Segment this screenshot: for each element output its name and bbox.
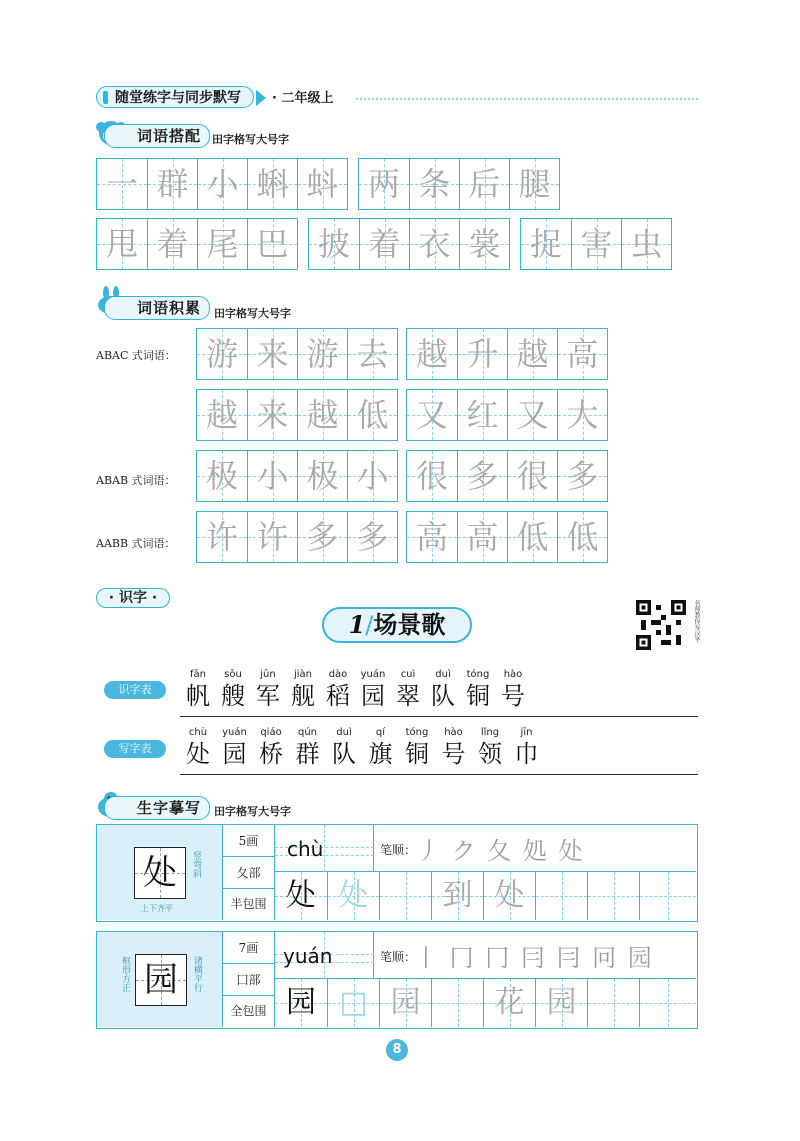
lesson-title [322, 607, 472, 643]
char-pinyin: fān [190, 669, 206, 680]
practice-char: □ [339, 985, 368, 1020]
grid-char: 巴 [256, 225, 289, 263]
grid-char: 越 [205, 396, 238, 434]
write-char [215, 726, 255, 768]
header-title: 随堂练字与同步默写 [115, 90, 241, 106]
copy-practice-subtitle: 田字格写大号字 [214, 805, 291, 818]
grid-char: 尾 [206, 225, 239, 263]
recognize-char [458, 668, 498, 710]
char-pinyin: hào [444, 727, 463, 738]
write-char [470, 726, 510, 768]
practice-card-2-info [223, 932, 275, 1027]
grid-cell[interactable] [521, 219, 571, 269]
write-char [434, 726, 474, 768]
write-char [324, 726, 364, 768]
practice-card-2-radical: 囗部 [223, 964, 274, 996]
word-match-subtitle: 田字格写大号字 [212, 133, 289, 146]
grid-cell[interactable] [557, 451, 607, 501]
practice-card-2-strokes: 7画 [223, 932, 274, 964]
grid-char: 高 [566, 335, 599, 373]
practice-cell[interactable] [275, 979, 327, 1027]
char-pinyin: duì [435, 669, 451, 680]
grid-cell[interactable] [407, 390, 457, 440]
practice-card-1-structure: 半包围 [230, 897, 267, 911]
practice-cell[interactable] [535, 979, 587, 1027]
grid-char: 小 [206, 165, 239, 203]
accum-row-4-left [196, 511, 398, 563]
practice-card-1-stroke-order [374, 825, 696, 872]
practice-cell[interactable] [275, 872, 327, 920]
grid-char: 游 [306, 335, 339, 373]
char-hanzi: 号 [441, 740, 466, 768]
char-hanzi: 队 [332, 740, 356, 768]
grid-cell[interactable] [407, 512, 457, 562]
grid-cell[interactable] [97, 159, 147, 209]
grid-cell[interactable] [507, 512, 557, 562]
grid-cell[interactable] [247, 159, 297, 209]
practice-cell[interactable] [639, 872, 696, 920]
grid-cell[interactable] [247, 451, 297, 501]
grid-cell[interactable] [457, 451, 507, 501]
grid-char: 来 [256, 335, 289, 373]
practice-row [275, 979, 696, 1027]
practice-card-1-stroke-label: 笔顺： [380, 843, 417, 857]
grid-char: 低 [516, 518, 549, 556]
practice-card-2-pinyin-box [275, 932, 374, 979]
grid-cell[interactable] [247, 390, 297, 440]
accum-row-1-right [406, 328, 608, 380]
grid-char: 小 [256, 457, 289, 495]
char-pinyin: tóng [466, 669, 490, 680]
grid-cell[interactable] [621, 219, 671, 269]
char-hanzi: 舰 [291, 682, 315, 710]
grid-char: 害 [580, 225, 613, 263]
page-number: 8 [386, 1039, 408, 1061]
practice-row [275, 872, 696, 920]
practice-card-1-char-area [97, 825, 223, 920]
qr-code-icon[interactable] [636, 600, 686, 650]
practice-card-2-note-v2: 框形方正 [120, 956, 130, 992]
char-pinyin: lǐng [480, 727, 500, 738]
grid-char: 披 [317, 225, 350, 263]
practice-cell[interactable] [327, 872, 379, 920]
grid-char: 群 [156, 165, 189, 203]
practice-card-2-char: 园 [144, 960, 178, 1000]
practice-card-2-structure: 全包围 [230, 1004, 267, 1018]
practice-cell[interactable] [379, 872, 431, 920]
recognize-char [213, 668, 253, 710]
grid-cell[interactable] [297, 451, 347, 501]
grid-cell[interactable] [457, 512, 507, 562]
practice-cell[interactable] [483, 979, 535, 1027]
grid-char: 越 [516, 335, 549, 373]
char-pinyin: sōu [224, 669, 242, 680]
practice-cell[interactable] [483, 872, 535, 920]
write-char [288, 726, 328, 768]
literacy-tag: · 识字 · [96, 588, 170, 608]
practice-cell[interactable] [431, 872, 483, 920]
grid-cell[interactable] [247, 329, 297, 379]
practice-card-2-pinyin: yuán [283, 944, 333, 968]
char-hanzi: 群 [295, 740, 320, 768]
practice-char: 园 [546, 985, 577, 1020]
word-group-5 [520, 218, 672, 270]
char-hanzi: 铜 [466, 682, 490, 710]
practice-char: 处 [286, 878, 316, 913]
grid-cell[interactable] [457, 329, 507, 379]
practice-char: 处 [338, 878, 369, 913]
grid-cell[interactable] [197, 329, 247, 379]
practice-cell[interactable] [535, 872, 587, 920]
recognize-char [178, 668, 218, 710]
qr-caption: 名师教你写汉字 [693, 600, 700, 642]
grid-char: 红 [466, 396, 499, 434]
grid-char: 裳 [468, 225, 501, 263]
grid-cell[interactable] [507, 329, 557, 379]
practice-card-2-char-area [97, 932, 223, 1027]
practice-char: 园 [286, 985, 316, 1020]
char-hanzi: 艘 [221, 682, 245, 710]
practice-char: 到 [442, 878, 473, 913]
grid-char: 条 [418, 165, 451, 203]
grid-char: 两 [367, 165, 400, 203]
practice-card-1-char: 处 [143, 853, 177, 893]
practice-card-1-info [223, 825, 275, 920]
grid-cell[interactable] [509, 159, 559, 209]
header-divider [356, 98, 698, 100]
char-hanzi: 铜 [405, 740, 429, 768]
grid-cell[interactable] [297, 159, 347, 209]
char-hanzi: 号 [501, 682, 525, 710]
char-hanzi: 帆 [186, 682, 210, 710]
grid-cell[interactable] [309, 219, 359, 269]
practice-card-1-big-grid [134, 847, 186, 899]
grid-char: 蝌 [256, 165, 289, 203]
char-hanzi: 翠 [396, 682, 420, 710]
grid-char: 很 [516, 457, 549, 495]
char-pinyin: tóng [405, 727, 429, 738]
grid-cell[interactable] [459, 219, 509, 269]
practice-card-2-note-v: 诸横平行 [192, 956, 202, 992]
char-hanzi: 园 [222, 740, 247, 768]
grid-char: 高 [466, 518, 499, 556]
char-hanzi: 处 [186, 740, 210, 768]
char-hanzi: 稻 [326, 682, 350, 710]
practice-card-2-grid [275, 979, 696, 1027]
grid-char: 蚪 [306, 165, 339, 203]
word-accum-subtitle: 田字格写大号字 [214, 307, 291, 320]
word-match-title-text: 词语搭配 [137, 127, 202, 145]
grid-char: 着 [368, 225, 401, 263]
accum-row-4-right [406, 511, 608, 563]
char-pinyin: qún [297, 727, 318, 738]
grid-cell[interactable] [297, 329, 347, 379]
grid-char: 极 [306, 457, 339, 495]
grid-cell[interactable] [407, 329, 457, 379]
practice-card-2 [96, 931, 698, 1029]
header-bar-icon [103, 91, 108, 104]
grid-char: 极 [205, 457, 238, 495]
grid-char: 低 [566, 518, 599, 556]
lesson-title-text: 场景歌 [373, 611, 446, 639]
grid-char: 虫 [630, 225, 663, 263]
row-label-abac: ABAC 式词语： [96, 349, 176, 362]
char-pinyin: duì [336, 727, 352, 738]
char-pinyin: cuì [400, 669, 416, 680]
grid-char: 许 [205, 518, 238, 556]
practice-cell[interactable] [431, 979, 483, 1027]
grid-char: 后 [468, 165, 501, 203]
grid-char: 又 [415, 396, 448, 434]
grid-cell[interactable] [359, 219, 409, 269]
grid-char: 又 [516, 396, 549, 434]
char-pinyin: jīn [520, 727, 533, 738]
grid-cell[interactable] [197, 219, 247, 269]
accum-row-3-left [196, 450, 398, 502]
grid-cell[interactable] [457, 390, 507, 440]
recognize-char [248, 668, 288, 710]
accum-row-3-right [406, 450, 608, 502]
accum-row-2-right [406, 389, 608, 441]
grid-char: 游 [205, 335, 238, 373]
grid-cell[interactable] [347, 512, 397, 562]
grid-char: 越 [415, 335, 448, 373]
grid-cell[interactable] [407, 451, 457, 501]
char-pinyin: qí [375, 727, 386, 738]
grid-cell[interactable] [359, 159, 409, 209]
grid-char: 越 [306, 396, 339, 434]
word-accum-title [104, 296, 210, 320]
practice-card-1-note-v: 竖弯斜 [191, 851, 201, 878]
practice-card-1-radical: 夂部 [223, 857, 274, 889]
grid-cell[interactable] [571, 219, 621, 269]
grid-cell[interactable] [507, 390, 557, 440]
char-pinyin: dào [328, 669, 348, 680]
grid-cell[interactable] [557, 512, 607, 562]
grid-cell[interactable] [247, 219, 297, 269]
grid-char: 多 [566, 457, 599, 495]
accum-row-1-left [196, 328, 398, 380]
practice-char: 处 [494, 878, 525, 913]
char-pinyin: qiáo [260, 727, 282, 738]
grid-cell[interactable] [247, 512, 297, 562]
practice-card-1-stroke-seq: 丿 ク 夂 処 处 [416, 837, 585, 865]
header-title-pill [96, 86, 254, 108]
grid-cell[interactable] [197, 451, 247, 501]
practice-cell[interactable] [587, 979, 639, 1027]
grid-cell[interactable] [409, 219, 459, 269]
word-group-2 [358, 158, 560, 210]
grid-cell[interactable] [147, 219, 197, 269]
grid-cell[interactable] [507, 451, 557, 501]
grid-char: 多 [306, 518, 339, 556]
grid-char: 一 [105, 165, 138, 203]
grid-cell[interactable] [347, 329, 397, 379]
grid-char: 高 [415, 518, 448, 556]
lesson-number: 1 [348, 610, 366, 639]
grid-cell[interactable] [347, 390, 397, 440]
recognize-tag: 识字表 [104, 681, 166, 699]
char-pinyin: jūn [260, 669, 276, 680]
grid-cell[interactable] [557, 390, 607, 440]
char-hanzi: 队 [431, 682, 455, 710]
char-hanzi: 巾 [514, 740, 539, 768]
practice-cell[interactable] [639, 979, 696, 1027]
word-group-1 [96, 158, 348, 210]
write-char [361, 726, 401, 768]
practice-card-2-stroke-order [374, 932, 696, 979]
recognize-char [388, 668, 428, 710]
write-char [397, 726, 437, 768]
row-label-abab: ABAB 式词语： [96, 474, 176, 487]
recognize-char [353, 668, 393, 710]
grid-cell[interactable] [297, 390, 347, 440]
char-hanzi: 桥 [259, 740, 283, 768]
practice-cell[interactable] [379, 979, 431, 1027]
copy-practice-title [104, 796, 210, 820]
practice-card-1-note-h: 上下齐平 [141, 904, 173, 913]
practice-card-2-stroke-seq: 丨 冂 冂 冃 冃 冋 园 [414, 944, 654, 972]
grid-cell[interactable] [557, 329, 607, 379]
char-pinyin: jiàn [293, 669, 313, 680]
grid-char: 升 [466, 335, 499, 373]
write-char [507, 726, 547, 768]
grid-cell[interactable] [459, 159, 509, 209]
practice-cell[interactable] [587, 872, 639, 920]
practice-card-1-pinyin-box [275, 825, 374, 872]
practice-cell[interactable] [327, 979, 379, 1027]
char-pinyin: yuán [360, 669, 386, 680]
word-accum-title-text: 词语积累 [137, 299, 202, 317]
grid-char: 捉 [529, 225, 562, 263]
grid-char: 许 [256, 518, 289, 556]
grid-char: 低 [356, 396, 389, 434]
grid-cell[interactable] [97, 219, 147, 269]
copy-practice-title-text: 生字摹写 [137, 799, 202, 817]
grid-char: 腿 [518, 165, 551, 203]
header-grade: · 二年级上 [272, 91, 334, 106]
grid-char: 多 [356, 518, 389, 556]
write-char [251, 726, 291, 768]
grid-char: 甩 [105, 225, 138, 263]
grid-cell[interactable] [297, 512, 347, 562]
char-hanzi: 园 [361, 682, 385, 710]
word-group-3 [96, 218, 298, 270]
grid-char: 去 [356, 335, 389, 373]
practice-card-2-stroke-label: 笔顺： [380, 950, 417, 964]
lesson-slash: / [365, 611, 374, 639]
recognize-char [283, 668, 323, 710]
grid-char: 小 [356, 457, 389, 495]
char-pinyin: yuán [222, 727, 247, 738]
char-hanzi: 军 [256, 682, 280, 710]
word-match-title [104, 124, 210, 148]
practice-card-1 [96, 824, 698, 922]
practice-char: 园 [390, 985, 421, 1020]
grid-cell[interactable] [197, 512, 247, 562]
grid-char: 着 [156, 225, 189, 263]
row-label-aabb: AABB 式词语： [96, 537, 176, 550]
grid-cell[interactable] [197, 159, 247, 209]
char-pinyin: chù [188, 727, 208, 738]
practice-char: 花 [494, 985, 525, 1020]
grid-char: 大 [566, 396, 599, 434]
char-pinyin: hào [503, 669, 523, 680]
grid-cell[interactable] [147, 159, 197, 209]
grid-char: 多 [466, 457, 499, 495]
header-arrow-icon [256, 90, 266, 106]
practice-card-1-pinyin: chù [287, 837, 324, 861]
pinyin-guide-3 [324, 825, 325, 872]
write-char [178, 726, 218, 768]
accum-row-2-left [196, 389, 398, 441]
practice-card-1-grid [275, 872, 696, 920]
char-hanzi: 旗 [368, 740, 393, 768]
char-hanzi: 领 [478, 740, 502, 768]
write-tag: 写字表 [104, 740, 166, 758]
grid-cell[interactable] [409, 159, 459, 209]
grid-char: 衣 [418, 225, 451, 263]
grid-char: 很 [415, 457, 448, 495]
recognize-char [423, 668, 463, 710]
word-group-4 [308, 218, 510, 270]
grid-cell[interactable] [347, 451, 397, 501]
recognize-char [493, 668, 533, 710]
recognize-char [318, 668, 358, 710]
practice-card-1-strokes: 5画 [223, 825, 274, 857]
grid-cell[interactable] [197, 390, 247, 440]
practice-card-2-big-grid [135, 954, 187, 1006]
grid-char: 来 [256, 396, 289, 434]
